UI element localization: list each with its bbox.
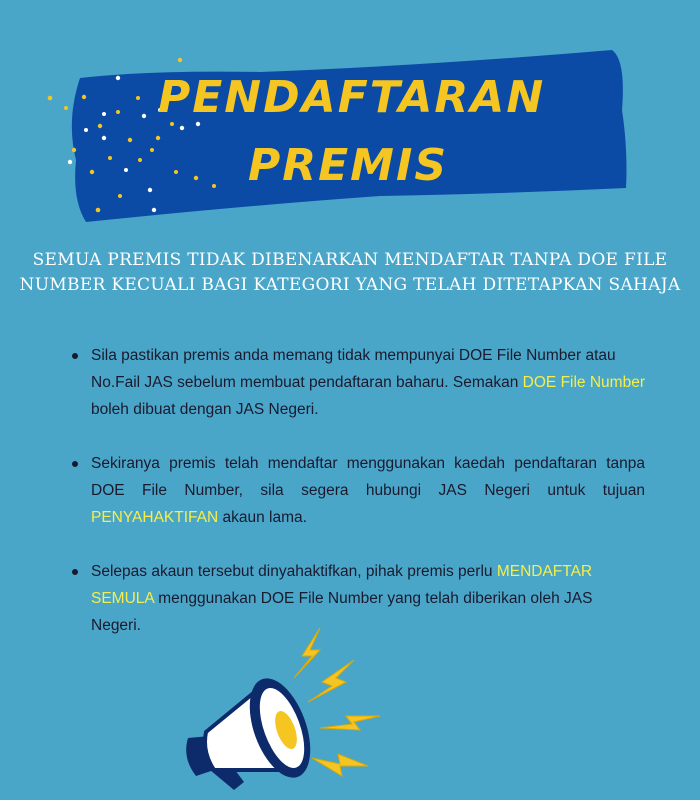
- bullet-text: akaun lama.: [218, 509, 307, 526]
- highlight-text: MENDAFTAR SEMULA: [91, 563, 593, 607]
- bullet-item-deactivation: [72, 450, 645, 531]
- bullet-text: menggunakan DOE File Number yang telah diberikan oleh JAS Negeri.: [91, 590, 593, 634]
- notice-heading: SEMUA PREMIS TIDAK DIBENARKAN MENDAFTAR TANPA DOE FILE NUMBER KECUALI BAGI KATEGORI YANG TELAH DITETAPKAN SAHAJA: [19, 250, 681, 295]
- info-bullet-list: [72, 342, 645, 666]
- bullet-text: boleh dibuat dengan JAS Negeri.: [91, 401, 319, 418]
- bullet-dot-icon: [72, 569, 78, 575]
- bullet-text: sebelum membuat pendaftaran baharu. Semakan: [172, 374, 523, 391]
- highlight-text: DOE File Number: [522, 374, 645, 391]
- highlight-text: PENYAHAKTIFAN: [91, 509, 219, 526]
- bullet-item-check-file-number: [72, 342, 645, 423]
- bullet-dot-icon: [72, 353, 78, 359]
- page-title-line-1: PENDAFTARAN: [158, 72, 546, 123]
- bullet-text: Sekiranya premis telah mendaftar menggunakan kaedah pendaftaran tanpa DOE File Number, sila segera hubungi JAS Negeri untuk tujuan: [91, 455, 645, 499]
- bullet-text: Sila pastikan premis anda memang tidak mempunyai: [91, 347, 459, 364]
- page-title-line-2: PREMIS: [248, 140, 449, 191]
- megaphone-icon: [170, 620, 390, 800]
- bullet-text: Selepas akaun tersebut dinyahaktifkan, pihak premis perlu: [91, 563, 497, 580]
- bullet-dot-icon: [72, 461, 78, 467]
- title-banner: [0, 0, 700, 240]
- bullet-text: DOE File Number atau No.Fail JAS: [91, 347, 616, 391]
